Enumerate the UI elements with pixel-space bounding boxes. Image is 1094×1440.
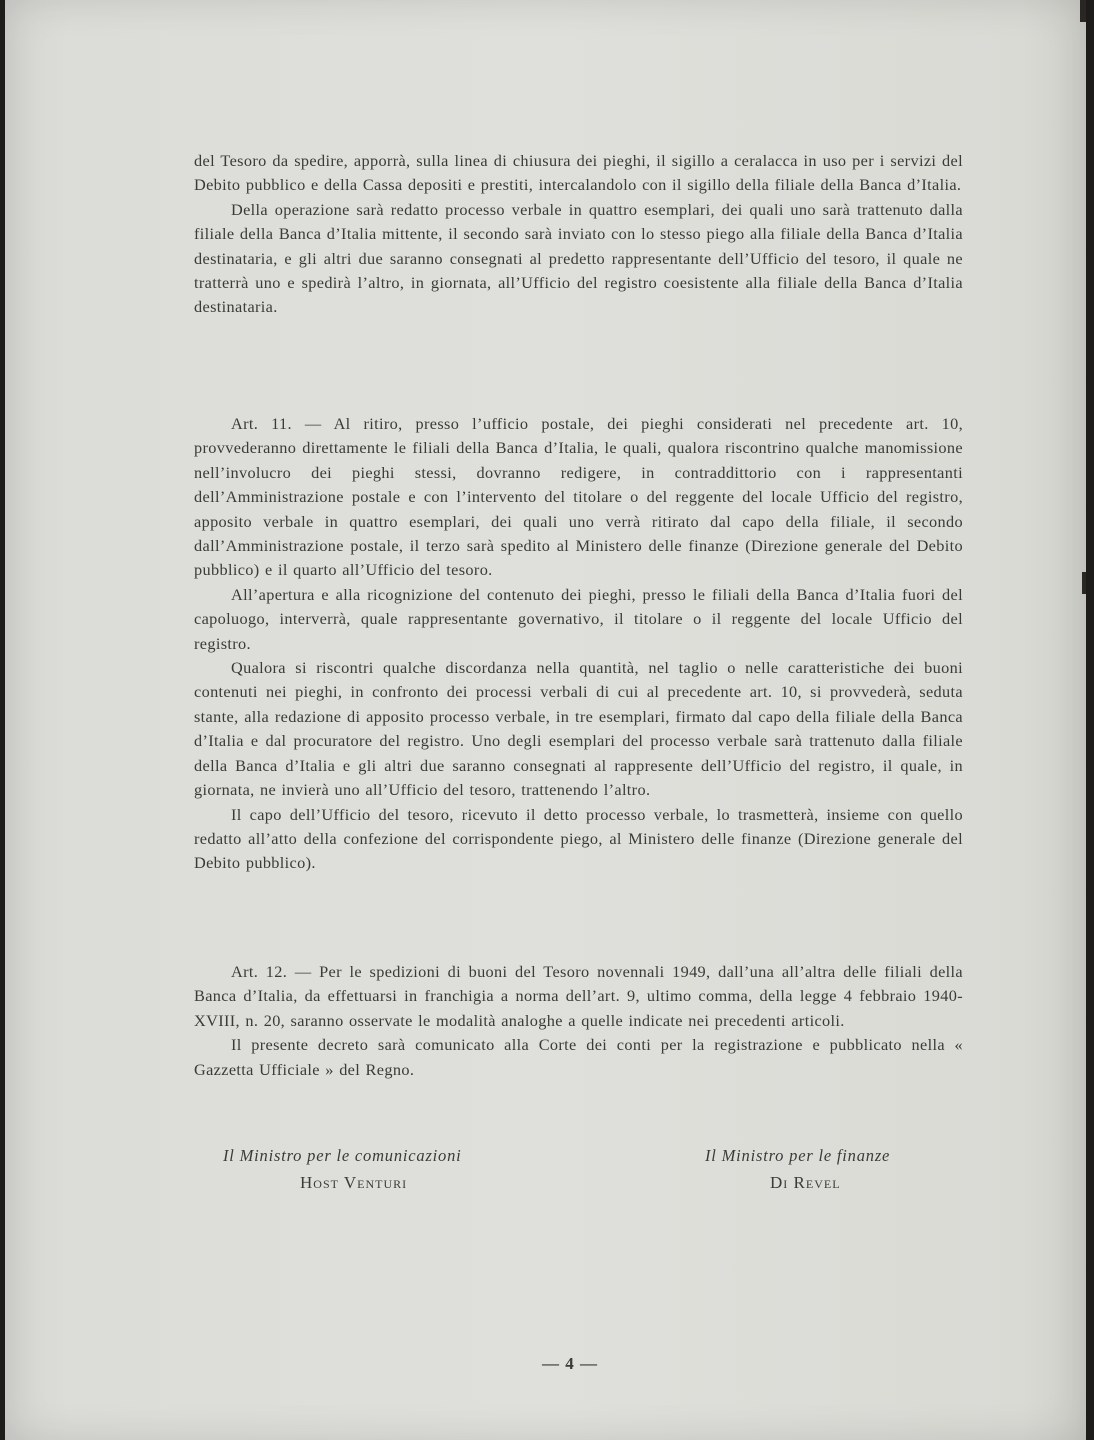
paragraph: del Tesoro da spedire, apporrà, sulla linea di chiusura dei pieghi, il sigillo a ceralacca in uso per i servizi del Debito pubblico e della Cassa depositi e prestiti, intercalandolo con il sigillo della filiale della Banca d’Italia.	[194, 151, 963, 195]
signature-title-right: Il Ministro per le finanze	[705, 1146, 891, 1165]
signature-name-right: Di Revel	[770, 1173, 841, 1192]
article-12	[194, 960, 963, 1082]
signature-name-left: Host Venturi	[300, 1173, 408, 1192]
article-heading-paragraph: Art. 11. — Al ritiro, presso l’ufficio postale, dei pieghi considerati nel precedente art. 10, provvederanno direttamente le filiali della Banca d’Italia, le quali, qualora riscontrino qualche manomissione nell’involucro dei pieghi stessi, dovranno redigere, in contraddittorio con i rappresentanti dell’Amministrazione postale e con l’intervento del titolare o del reggente del locale Ufficio del registro, apposito verbale in quattro esemplari, dei quali uno verrà ritirato dal capo della filiale, il secondo dall’Amministrazione postale, il terzo sarà spedito al Ministero delle finanze (Direzione generale del Debito pubblico) e il quarto all’Ufficio del tesoro.	[194, 414, 963, 580]
paragraph: All’apertura e alla ricognizione del contenuto dei pieghi, presso le filiali della Banca d’Italia fuori del capoluogo, interverrà, quale rappresentante governativo, il titolare o il reggente del locale Ufficio del registro.	[194, 584, 963, 653]
article-11	[194, 412, 963, 876]
article-heading-paragraph: Art. 12. — Per le spedizioni di buoni del Tesoro novennali 1949, dall’una all’altra delle filiali della Banca d’Italia, da effettuarsi in franchigia a norma dell’art. 9, ultimo comma, della legge 4 febbraio 1940-XVIII, n. 20, saranno osservate le modalità analoghe a quelle indicate nei precedenti articoli.	[194, 962, 963, 1030]
paragraph: Qualora si riscontri qualche discordanza nella quantità, nel taglio o nelle caratteristiche dei buoni contenuti nei pieghi, in confronto dei processi verbali di cui al precedente art. 10, si provvederà, seduta stante, alla redazione di apposito processo verbale, in tre esemplari, firmato dal capo della filiale della Banca d’Italia e dal procuratore del registro. Uno degli esemplari del processo verbale sarà trattenuto dalla filiale della Banca d’Italia e gli altri due saranno consegnati al rappresente dell’Ufficio del registro, il quale, in giornata, ne invierà uno all’Ufficio del tesoro, trattenendo l’altro.	[194, 658, 963, 800]
paragraph: Il capo dell’Ufficio del tesoro, ricevuto il detto processo verbale, lo trasmetterà, insieme con quello redatto all’atto della confezione del corrispondente piego, al Ministero delle finanze (Direzione generale del Debito pubblico).	[194, 804, 963, 873]
page-edge-mark	[1082, 572, 1086, 594]
page-edge-mark	[1080, 0, 1086, 22]
page-number: — 4 —	[542, 1354, 598, 1373]
signature-title-left: Il Ministro per le comunicazioni	[223, 1146, 462, 1165]
paragraph: Della operazione sarà redatto processo verbale in quattro esemplari, dei quali uno sarà trattenuto dalla filiale della Banca d’Italia mittente, il secondo sarà inviato con lo stesso piego alla filiale della Banca d’Italia destinataria, e gli altri due saranno consegnati al predetto rappresentante dell’Ufficio del tesoro, il quale ne tratterrà uno e spedirà l’altro, in giornata, all’Ufficio del registro coesistente alla filiale della Banca d’Italia destinataria.	[194, 199, 963, 317]
paragraph: Il presente decreto sarà comunicato alla Corte dei conti per la registrazione e pubblicato nella « Gazzetta Ufficiale » del Regno.	[194, 1035, 963, 1079]
document-page	[5, 0, 1086, 1440]
continuation-section	[194, 149, 963, 320]
